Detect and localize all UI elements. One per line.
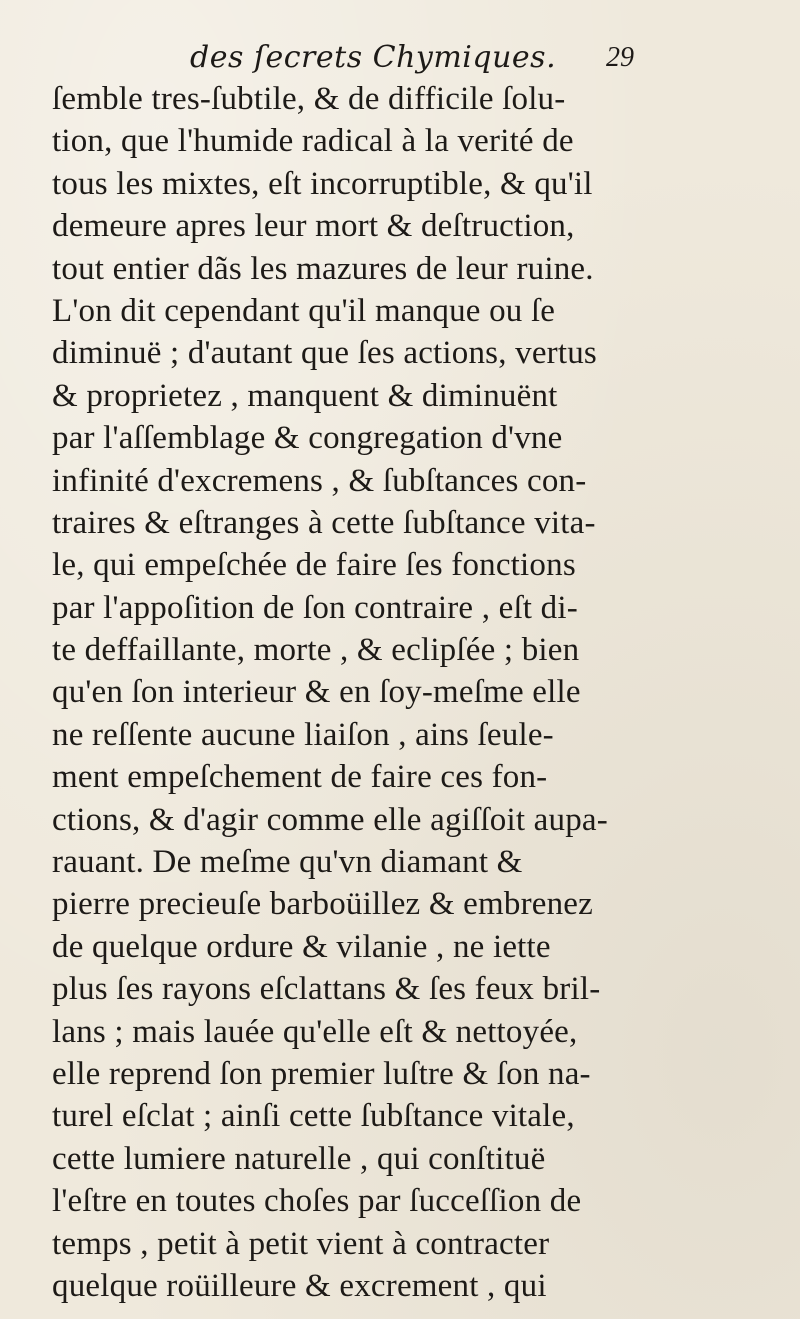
text-line: ne reſſente aucune liaiſon , ains ſeule-: [52, 716, 554, 753]
text-line: elle reprend ſon premier luſtre & ſon na-: [52, 1055, 591, 1092]
text-line: le, qui empeſchée de faire ſes fonctions: [52, 547, 576, 584]
text-line: lans ; mais lauée qu'elle eſt & nettoyée,: [52, 1013, 578, 1050]
page-number: 29: [606, 42, 634, 73]
text-line: rauant. De meſme qu'vn diamant &: [52, 844, 523, 881]
text-line: & proprietez , manquent & diminuënt: [52, 377, 558, 414]
text-line: plus ſes rayons eſclattans & ſes feux bril-: [52, 971, 601, 1008]
text-line: cette lumiere naturelle , qui conſtituë: [52, 1140, 546, 1177]
text-line: tion, que l'humide radical à la verité de: [52, 123, 574, 160]
text-line: ctions, & d'agir comme elle agiſſoit aupa-: [52, 801, 608, 838]
page-header: [190, 40, 640, 80]
text-line: te deffaillante, morte , & eclipſée ; bien: [52, 632, 580, 669]
text-line: tout entier dãs les mazures de leur ruine.: [52, 250, 594, 287]
text-line: diminuë ; d'autant que ſes actions, vertus: [52, 335, 597, 372]
text-line: infinité d'excremens , & ſubſtances con-: [52, 462, 587, 499]
text-line: ment empeſchement de faire ces fon-: [52, 759, 548, 796]
text-line: demeure apres leur mort & deſtruction,: [52, 208, 575, 245]
text-line: tous les mixtes, eſt incorruptible, & qu'il: [52, 165, 593, 202]
running-title: des ſecrets Chymiques.: [190, 40, 557, 75]
text-line: ſemble tres-ſubtile, & de difficile ſolu-: [52, 81, 566, 117]
body-text: [52, 78, 772, 1307]
text-line: L'on dit cependant qu'il manque ou ſe: [52, 292, 556, 329]
text-line: traires & eſtranges à cette ſubſtance vita-: [52, 504, 596, 541]
text-line: par l'aſſemblage & congregation d'vne: [52, 420, 563, 457]
text-line: de quelque ordure & vilanie , ne iette: [52, 928, 551, 965]
text-line: turel eſclat ; ainſi cette ſubſtance vitale,: [52, 1098, 575, 1135]
text-line: quelque roüilleure & excrement , qui: [52, 1267, 547, 1304]
text-line: temps , petit à petit vient à contracter: [52, 1225, 550, 1262]
text-line: l'eſtre en toutes choſes par ſucceſſion de: [52, 1183, 582, 1220]
text-line: par l'appoſition de ſon contraire , eſt di-: [52, 589, 578, 626]
text-line: pierre precieuſe barboüillez & embrenez: [52, 886, 594, 923]
text-line: qu'en ſon interieur & en ſoy-meſme elle: [52, 674, 581, 711]
